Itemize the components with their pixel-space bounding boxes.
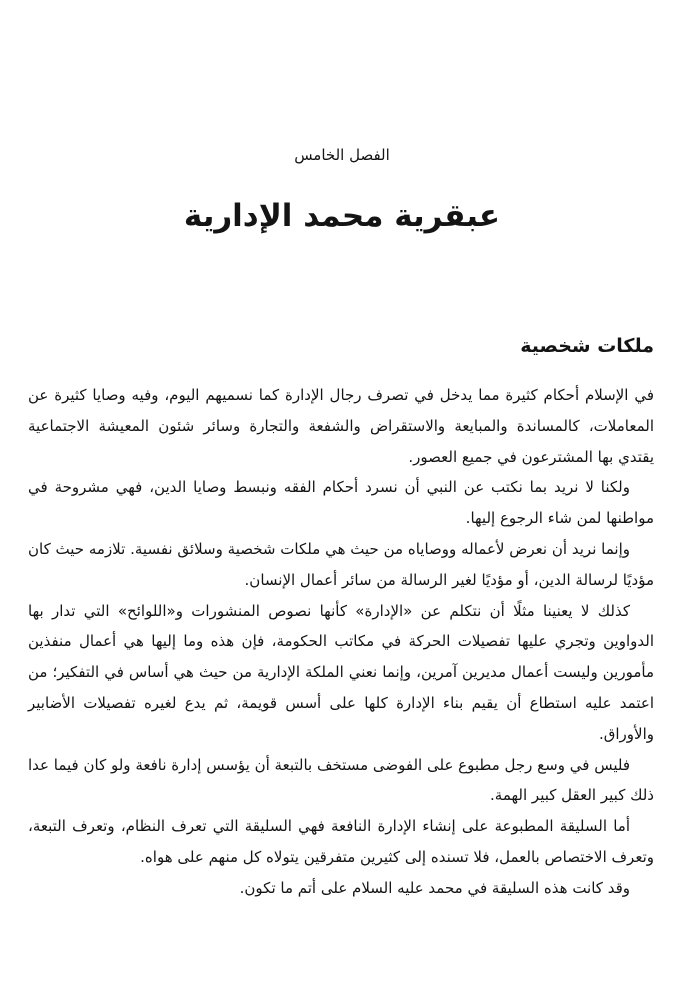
paragraph: وقد كانت هذه السليقة في محمد عليه السلام على أتم ما تكون. xyxy=(239,878,630,897)
chapter-label: الفصل الخامس xyxy=(294,146,390,164)
paragraph: في الإسلام أحكام كثيرة مما يدخل في تصرف رجال الإدارة كما نسميهم اليوم، وفيه وصايا كثيرة عن المعاملات، كالمساندة والمبايعة والاستقراض والشفعة والتجارة وسائر شئون المعيشة الاجتماعية يقتدي بها المشترعون في جميع العصور. xyxy=(28,386,654,466)
paragraph: كذلك لا يعنينا مثلًا أن نتكلم عن «الإدارة» كأنها نصوص المنشورات و«اللوائح» التي تدار بها الدواوين وتجري عليها تفصيلات الحركة في مكاتب الحكومة، فإن هذه وما إليها هي أعمال منفذين مأمورين وليست أعمال مديرين آمرين، وإنما نعني الملكة الإدارية من حيث هي أساس في التفكير؛ من اعتمد عليه استطاع أن يقيم بناء الإدارة كلها على أسس قويمة، ثم يدع لغيره تفصيلات الأضابير والأوراق. xyxy=(28,601,654,743)
section-heading: ملكات شخصية xyxy=(520,335,654,357)
paragraph: وإنما نريد أن نعرض لأعماله ووصاياه من حيث هي ملكات شخصية وسلائق نفسية. تلازمه حيث كان مؤديًا لرسالة الدين، أو مؤديًا لغير الرسالة من سائر أعمال الإنسان. xyxy=(28,539,654,589)
paragraph: أما السليقة المطبوعة على إنشاء الإدارة النافعة فهي السليقة التي تعرف النظام، وتعرف التبعة، وتعرف الاختصاص بالعمل، فلا تسنده إلى كثيرين متفرقين يتولاه كل منهم على هواه. xyxy=(28,817,654,866)
chapter-title: عبقرية محمد الإدارية xyxy=(183,198,501,234)
body-text xyxy=(28,380,654,904)
paragraph: فليس في وسع رجل مطبوع على الفوضى مستخف بالتبعة أن يؤسس إدارة نافعة ولو كان فيما عدا ذلك كبير العقل كبير الهمة. xyxy=(28,755,654,805)
paragraph: ولكنا لا نريد بما نكتب عن النبي أن نسرد أحكام الفقه ونبسط وصايا الدين، فهي مشروحة في مواطنها لمن شاء الرجوع إليها. xyxy=(28,478,654,528)
